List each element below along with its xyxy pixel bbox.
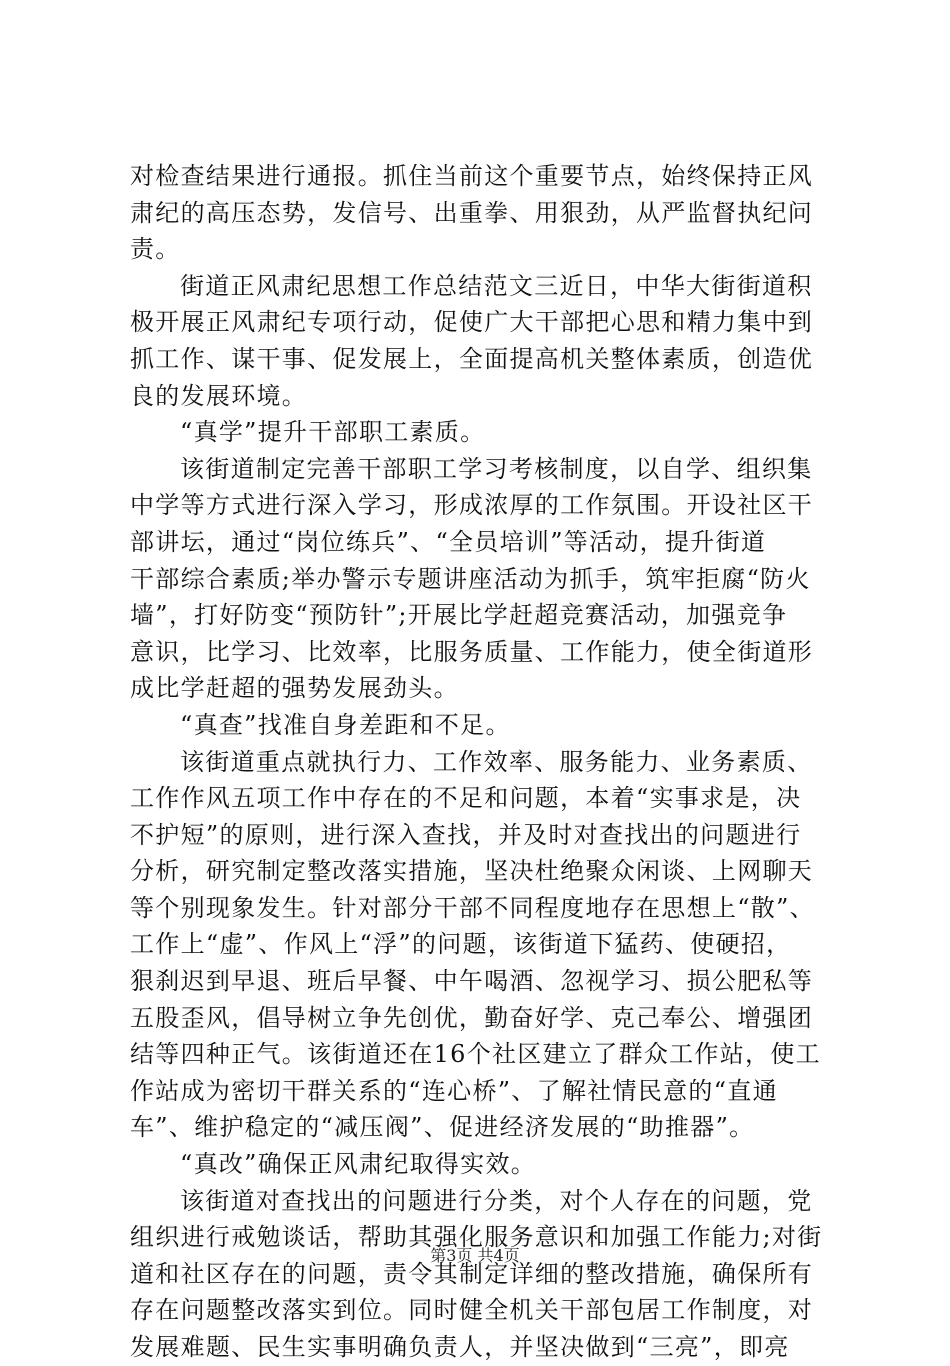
text-line: 该街道对查找出的问题进行分类，对个人存在的问题，党 (180, 1186, 813, 1215)
paragraph (130, 158, 830, 268)
text-line: 责。 (130, 235, 181, 264)
text-line: 存在问题整改落实到位。同时健全机关干部包居工作制度，对 (130, 1296, 814, 1325)
text-line: 街道正风肃纪思想工作总结范文三近日，中华大街街道积 (180, 271, 813, 300)
text-line: “真学”提升干部职工素质。 (180, 418, 486, 447)
text-line: 极开展正风肃纪专项行动，促使广大干部把心思和精力集中到 (130, 308, 814, 337)
text-line: 作站成为密切干群关系的“连心桥”、了解社情民意的“直通 (130, 1076, 778, 1105)
text-line: 墙”，打好防变“预防针”;开展比学赶超竞赛活动，加强竞争 (130, 601, 788, 630)
page-footer: 第3页 共4页 (430, 1246, 520, 1265)
text-line: 五股歪风，倡导树立争先创优，勤奋好学、克己奉公、增强团 (130, 1003, 814, 1032)
paragraph (130, 707, 830, 744)
text-line: 良的发展环境。 (130, 381, 308, 410)
text-line: 组织进行戒勉谈话，帮助其强化服务意识和加强工作能力;对街 (130, 1223, 823, 1252)
text-line: 发展难题、民生实事明确负责人，并坚决做到“三亮”，即亮 (130, 1333, 790, 1361)
text-line: “真改”确保正风肃纪取得实效。 (180, 1150, 537, 1179)
paragraph (130, 1146, 830, 1183)
paragraph (130, 1183, 830, 1366)
text-line: 不护短”的原则，进行深入查找，并及时对查找出的问题进行 (130, 820, 802, 849)
document-body (130, 158, 830, 1366)
text-line: 结等四种正气。该街道还在16个社区建立了群众工作站，使工 (130, 1040, 821, 1069)
text-line: 肃纪的高压态势，发信号、出重拳、用狠劲，从严监督执纪问 (130, 198, 814, 227)
paragraph (130, 451, 830, 707)
paragraph (130, 268, 830, 414)
text-line: 意识，比学习、比效率，比服务质量、工作能力，使全街道形 (130, 637, 814, 666)
text-line: 对检查结果进行通报。抓住当前这个重要节点，始终保持正风 (130, 162, 814, 190)
text-line: 工作上“虚”、作风上“浮”的问题，该街道下猛药、使硬招， (130, 930, 792, 959)
text-line: 抓工作、谋干事、促发展上，全面提高机关整体素质，创造优 (130, 344, 814, 373)
text-line: 成比学赶超的强势发展劲头。 (130, 674, 459, 703)
text-line: 分析，研究制定整改落实措施，坚决杜绝聚众闲谈、上网聊天 (130, 857, 814, 886)
text-line: 工作作风五项工作中存在的不足和问题，本着“实事求是，决 (130, 784, 802, 813)
text-line: 干部综合素质;举办警示专题讲座活动为抓手，筑牢拒腐“防火 (130, 564, 811, 593)
text-line: 该街道重点就执行力、工作效率、服务能力、业务素质、 (180, 747, 813, 776)
text-line: 道和社区存在的问题，责令其制定详细的整改措施，确保所有 (130, 1259, 814, 1288)
text-line: “真查”找准自身差距和不足。 (180, 710, 511, 739)
text-line: 中学等方式进行深入学习，形成浓厚的工作氛围。开设社区干 (130, 491, 814, 520)
text-line: 该街道制定完善干部职工学习考核制度，以自学、组织集 (180, 454, 813, 483)
paragraph (130, 414, 830, 451)
text-line: 部讲坛，通过“岗位练兵”、“全员培训”等活动，提升街道 (130, 527, 767, 556)
text-line: 车”、维护稳定的“减压阀”、促进经济发展的“助推器”。 (130, 1113, 755, 1142)
paragraph (130, 744, 830, 1147)
text-line: 等个别现象发生。针对部分干部不同程度地存在思想上“散”、 (130, 893, 815, 922)
text-line: 狠刹迟到早退、班后早餐、中午喝酒、忽视学习、损公肥私等 (130, 967, 814, 996)
